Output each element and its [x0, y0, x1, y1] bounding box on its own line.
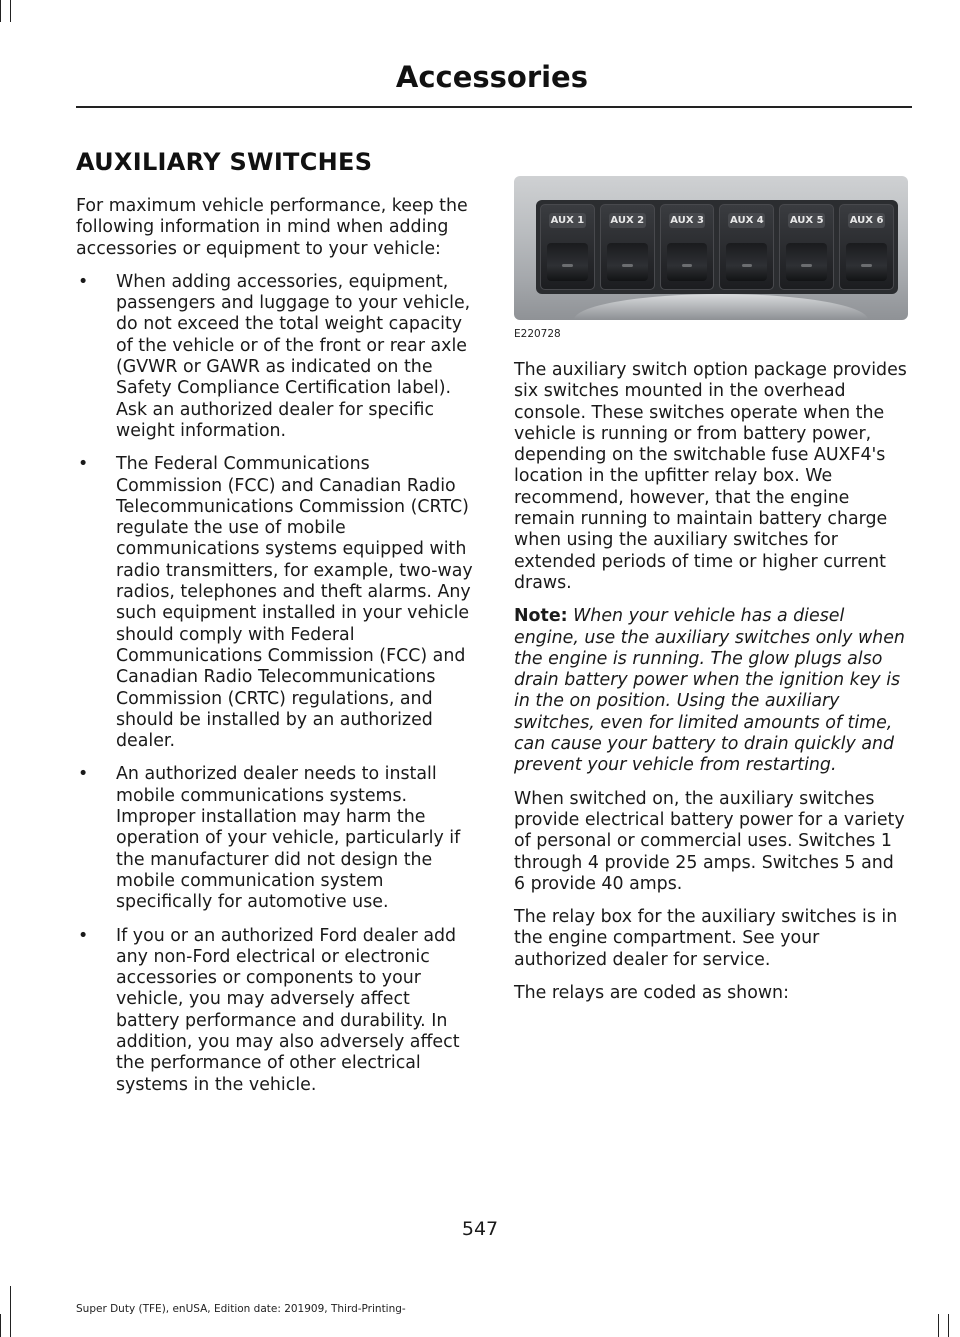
bullet-glyph: • [78, 454, 89, 475]
switch-label: AUX 6 [849, 215, 884, 226]
list-item [76, 272, 476, 442]
bullet-glyph: • [78, 925, 89, 946]
intro-paragraph: For maximum vehicle performance, keep the following information in mind when adding accessories or equipment to your vehicle: [76, 196, 468, 259]
aux-switch-5 [779, 204, 834, 290]
switch-label: AUX 4 [730, 215, 764, 226]
footer-edition: Super Duty (TFE), enUSA, Edition date: 201909, Third-Printing- [76, 1303, 406, 1315]
indicator [562, 264, 573, 267]
list-item [76, 764, 476, 913]
indicator [682, 264, 693, 267]
section-heading: AUXILIARY SWITCHES [76, 148, 373, 176]
page-number: 547 [461, 1218, 499, 1240]
crop-mark [10, 1286, 11, 1337]
rocker [667, 243, 708, 281]
figure-code: E220728 [514, 328, 561, 340]
crop-mark [0, 0, 1, 22]
header-rule [76, 106, 912, 108]
paragraph: The relays are coded as shown: [514, 983, 789, 1004]
bullet-text: An authorized dealer needs to install mobile communications systems. Improper installation may harm the operation of your vehicle, particularly if the manufacturer did not design the mobile communication system specifically for automotive use. [116, 764, 461, 913]
paragraph: The relay box for the auxiliary switches is in the engine compartment. See your authorized dealer for service. [514, 907, 898, 970]
aux-switch-3 [660, 204, 715, 290]
indicator [801, 264, 812, 267]
aux-switch-1 [540, 204, 595, 290]
rocker [547, 243, 588, 281]
aux-switch-4 [719, 204, 774, 290]
bullet-glyph: • [78, 764, 89, 785]
switch-label: AUX 2 [610, 215, 645, 226]
switch-label: AUX 5 [789, 215, 824, 226]
rocker [726, 243, 767, 281]
indicator [622, 264, 633, 267]
paragraph: When switched on, the auxiliary switches provide electrical battery power for a variety of personal or commercial uses. Switches 1 through 4 provide 25 amps. Switches 5 and 6 provide 40 amps. [514, 788, 905, 894]
crop-mark [948, 1314, 949, 1337]
paragraph: The auxiliary switch option package provides six switches mounted in the overhead console. These switches operate when the vehicle is running or from battery power, depending on the switchable fuse AUXF4's location in the upfitter relay box. We recommend, however, that the engine remain running to maintain battery charge when using the auxiliary switches for extended periods of time or higher current draws. [514, 360, 907, 593]
note-label: Note: [514, 606, 568, 627]
switch-label: AUX 1 [550, 215, 585, 226]
bullet-text: The Federal Communications Commission (FCC) and Canadian Radio Telecommunications Commission (CRTC) regulate the use of mobile communications systems equipped with radio transmitters, for example, two-way radios, telephones and theft alarms. Any such equipment installed in your vehicle should comply with Federal Communications Commission (FCC) and Canadian Radio Telecommunications Commission (CRTC) regulations, and should be installed by an authorized dealer. [116, 454, 473, 752]
list-item [76, 926, 476, 1096]
bullet-text: When adding accessories, equipment, passengers and luggage to your vehicle, do not exceed the total weight capacity of the vehicle or of the front or rear axle (GVWR or GAWR as indicated on the Safety Compliance Certification label). Ask an authorized dealer for specific weight information. [116, 271, 471, 441]
bullet-glyph: • [78, 271, 89, 292]
page-title: Accessories [395, 60, 588, 94]
aux-switch-2 [600, 204, 655, 290]
auxiliary-switch-panel-image [514, 176, 908, 320]
list-item [76, 454, 476, 752]
switch-label: AUX 3 [670, 215, 704, 226]
crop-mark [0, 1314, 1, 1337]
note-paragraph [514, 606, 910, 776]
switch-bank [536, 200, 898, 294]
aux-switch-6 [839, 204, 894, 290]
bullet-text: If you or an authorized Ford dealer add any non-Ford electrical or electronic accessories or components to your vehicle, you may adversely affect battery performance and durability. In addition, you may also adversely affect the performance of other electrical systems in the vehicle. [116, 925, 460, 1095]
bullet-list [76, 272, 476, 1096]
crop-mark [938, 1314, 939, 1337]
left-column [76, 148, 476, 1108]
rocker [786, 243, 827, 281]
rocker [846, 243, 887, 281]
console-bezel [574, 294, 868, 320]
right-column [514, 176, 910, 1016]
note-text: When your vehicle has a diesel engine, use the auxiliary switches only when the engine is running. The glow plugs also drain battery power when the ignition key is in the on position. Using the auxiliary switches, even for limited amounts of time, can cause your battery to drain quickly and prevent your vehicle from restarting. [514, 606, 905, 776]
crop-mark [10, 0, 11, 22]
indicator [861, 264, 872, 267]
rocker [607, 243, 648, 281]
indicator [742, 264, 753, 267]
